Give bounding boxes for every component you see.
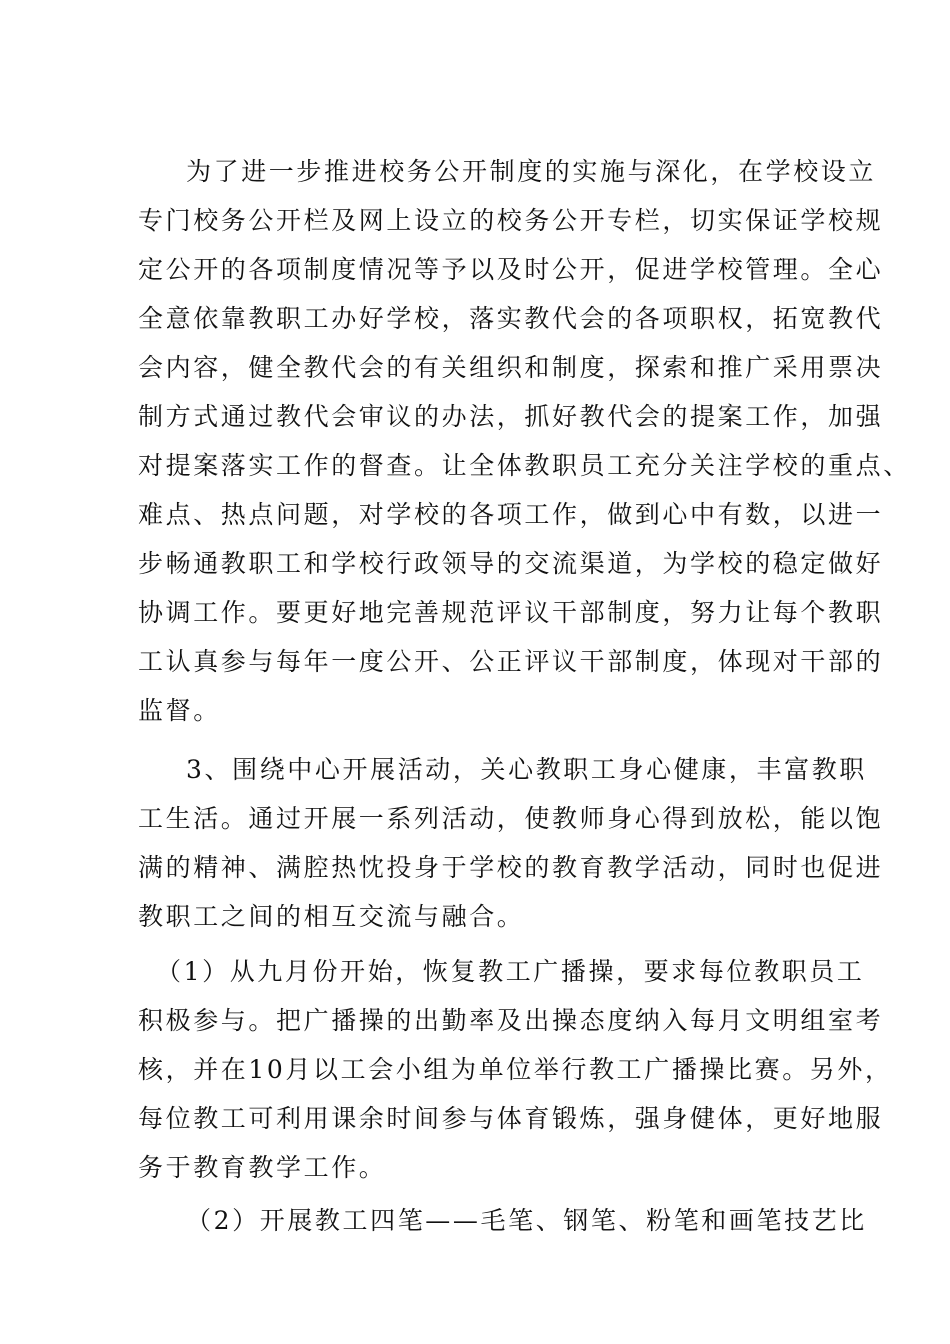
paragraph-line: 每位教工可利用课余时间参与体育锻炼，强身健体，更好地服: [138, 1104, 884, 1133]
list-item-line: （1）从九月份开始，恢复教工广播操，要求每位教职员工: [156, 957, 865, 986]
paragraph-line: 步畅通教职工和学校行政领导的交流渠道，为学校的稳定做好: [138, 549, 884, 578]
paragraph-line: 对提案落实工作的督查。让全体教职员工充分关注学校的重点、: [138, 451, 911, 480]
paragraph-line: 定公开的各项制度情况等予以及时公开，促进学校管理。全心: [138, 255, 884, 284]
paragraph-line: 协调工作。要更好地完善规范评议干部制度，努力让每个教职: [138, 598, 884, 627]
paragraph-line: 难点、热点问题，对学校的各项工作，做到心中有数，以进一: [138, 500, 884, 529]
paragraph-line: 工生活。通过开展一系列活动，使教师身心得到放松，能以饱: [138, 804, 884, 833]
paragraph-line: 会内容，健全教代会的有关组织和制度，探索和推广采用票决: [138, 353, 884, 382]
list-item-line: （2）开展教工四笔——毛笔、钢笔、粉笔和画笔技艺比: [186, 1206, 867, 1235]
paragraph-line: 满的精神、满腔热忱投身于学校的教育教学活动，同时也促进: [138, 853, 884, 882]
paragraph-line: 积极参与。把广播操的出勤率及出操态度纳入每月文明组室考: [138, 1006, 884, 1035]
section-heading-line: 3、围绕中心开展活动，关心教职工身心健康，丰富教职: [186, 755, 867, 784]
paragraph-line: 专门校务公开栏及网上设立的校务公开专栏，切实保证学校规: [138, 206, 884, 235]
paragraph-line: 工认真参与每年一度公开、公正评议干部制度，体现对干部的: [138, 647, 884, 676]
paragraph-line: 制方式通过教代会审议的办法，抓好教代会的提案工作，加强: [138, 402, 884, 431]
paragraph-line: 为了进一步推进校务公开制度的实施与深化，在学校设立: [186, 157, 877, 186]
paragraph-line: 核，并在10月以工会小组为单位举行教工广播操比赛。另外，: [138, 1055, 893, 1084]
paragraph-line: 监督。: [138, 696, 221, 725]
paragraph-line: 全意依靠教职工办好学校，落实教代会的各项职权，拓宽教代: [138, 304, 884, 333]
paragraph-line: 教职工之间的相互交流与融合。: [138, 902, 525, 931]
paragraph-line: 务于教育教学工作。: [138, 1153, 387, 1182]
